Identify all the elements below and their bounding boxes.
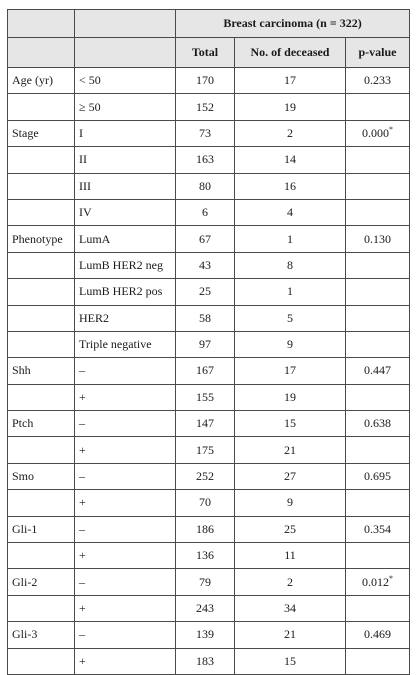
pvalue-cell bbox=[346, 411, 410, 437]
total-cell: 97 bbox=[176, 331, 235, 357]
variable-cell bbox=[8, 331, 75, 357]
variable-cell bbox=[8, 595, 75, 621]
pvalue-cell bbox=[346, 305, 410, 331]
deceased-cell: 1 bbox=[235, 226, 346, 252]
table-row bbox=[8, 595, 410, 621]
pvalue-text: 0.000 bbox=[362, 125, 389, 140]
pvalue-text: 0.012 bbox=[362, 574, 389, 589]
variable-cell: Smo bbox=[8, 463, 75, 489]
total-cell: 252 bbox=[176, 463, 235, 489]
breast-carcinoma-table bbox=[7, 9, 410, 675]
pvalue-text: 0.130 bbox=[364, 231, 391, 246]
category-cell: + bbox=[75, 595, 176, 621]
column-header-pvalue: p-value bbox=[346, 38, 410, 68]
variable-cell: Shh bbox=[8, 358, 75, 384]
pvalue-cell bbox=[346, 622, 410, 648]
deceased-cell: 5 bbox=[235, 305, 346, 331]
deceased-cell: 14 bbox=[235, 147, 346, 173]
pvalue-text: 0.469 bbox=[364, 627, 391, 642]
category-cell: III bbox=[75, 173, 176, 199]
variable-cell: Gli-3 bbox=[8, 622, 75, 648]
total-cell: 58 bbox=[176, 305, 235, 331]
table-row bbox=[8, 199, 410, 225]
total-cell: 79 bbox=[176, 569, 235, 595]
variable-cell bbox=[8, 252, 75, 278]
pvalue-cell bbox=[346, 543, 410, 569]
total-cell: 183 bbox=[176, 648, 235, 674]
category-cell: + bbox=[75, 543, 176, 569]
deceased-cell: 8 bbox=[235, 252, 346, 278]
header-row-columns bbox=[8, 38, 410, 68]
category-cell: II bbox=[75, 147, 176, 173]
total-cell: 70 bbox=[176, 490, 235, 516]
column-header-total: Total bbox=[176, 38, 235, 68]
header-blank-cell bbox=[8, 38, 75, 68]
table-row bbox=[8, 279, 410, 305]
variable-cell: Gli-1 bbox=[8, 516, 75, 542]
table-row bbox=[8, 68, 410, 94]
pvalue-cell bbox=[346, 595, 410, 621]
category-cell: LumB HER2 neg bbox=[75, 252, 176, 278]
category-cell: IV bbox=[75, 199, 176, 225]
pvalue-cell bbox=[346, 384, 410, 410]
pvalue-cell bbox=[346, 120, 410, 146]
total-cell: 186 bbox=[176, 516, 235, 542]
total-cell: 73 bbox=[176, 120, 235, 146]
deceased-cell: 15 bbox=[235, 411, 346, 437]
deceased-cell: 11 bbox=[235, 543, 346, 569]
pvalue-cell bbox=[346, 173, 410, 199]
deceased-cell: 19 bbox=[235, 384, 346, 410]
total-cell: 170 bbox=[176, 68, 235, 94]
pvalue-text: 0.638 bbox=[364, 416, 391, 431]
table-row bbox=[8, 384, 410, 410]
total-cell: 80 bbox=[176, 173, 235, 199]
category-cell: Triple negative bbox=[75, 331, 176, 357]
category-cell: LumB HER2 pos bbox=[75, 279, 176, 305]
table-row bbox=[8, 437, 410, 463]
total-cell: 152 bbox=[176, 94, 235, 120]
header-blank-cell bbox=[75, 10, 176, 38]
table-body bbox=[8, 68, 410, 675]
pvalue-cell bbox=[346, 463, 410, 489]
variable-cell bbox=[8, 94, 75, 120]
variable-cell: Stage bbox=[8, 120, 75, 146]
total-cell: 175 bbox=[176, 437, 235, 463]
variable-cell: Ptch bbox=[8, 411, 75, 437]
category-cell: – bbox=[75, 569, 176, 595]
deceased-cell: 21 bbox=[235, 622, 346, 648]
pvalue-cell bbox=[346, 94, 410, 120]
pvalue-cell bbox=[346, 68, 410, 94]
pvalue-cell bbox=[346, 252, 410, 278]
deceased-cell: 17 bbox=[235, 358, 346, 384]
category-cell: + bbox=[75, 384, 176, 410]
category-cell: ≥ 50 bbox=[75, 94, 176, 120]
pvalue-text: 0.695 bbox=[364, 469, 391, 484]
category-cell: – bbox=[75, 358, 176, 384]
category-cell: – bbox=[75, 622, 176, 648]
pvalue-cell bbox=[346, 199, 410, 225]
significance-marker: * bbox=[389, 124, 393, 134]
pvalue-cell bbox=[346, 437, 410, 463]
pvalue-cell bbox=[346, 147, 410, 173]
variable-cell bbox=[8, 384, 75, 410]
header-row-group bbox=[8, 10, 410, 38]
deceased-cell: 9 bbox=[235, 331, 346, 357]
deceased-cell: 21 bbox=[235, 437, 346, 463]
deceased-cell: 19 bbox=[235, 94, 346, 120]
pvalue-cell bbox=[346, 279, 410, 305]
category-cell: – bbox=[75, 516, 176, 542]
significance-marker: * bbox=[389, 573, 393, 583]
deceased-cell: 1 bbox=[235, 279, 346, 305]
header-blank-cell bbox=[75, 38, 176, 68]
column-header-deceased: No. of deceased bbox=[235, 38, 346, 68]
deceased-cell: 9 bbox=[235, 490, 346, 516]
table-row bbox=[8, 543, 410, 569]
variable-cell bbox=[8, 543, 75, 569]
category-cell: < 50 bbox=[75, 68, 176, 94]
variable-cell bbox=[8, 648, 75, 674]
table-row bbox=[8, 94, 410, 120]
table-row bbox=[8, 147, 410, 173]
variable-cell bbox=[8, 490, 75, 516]
table-row bbox=[8, 463, 410, 489]
table-row bbox=[8, 252, 410, 278]
category-cell: LumA bbox=[75, 226, 176, 252]
pvalue-cell bbox=[346, 490, 410, 516]
total-cell: 167 bbox=[176, 358, 235, 384]
table-row bbox=[8, 120, 410, 146]
category-cell: HER2 bbox=[75, 305, 176, 331]
table-row bbox=[8, 305, 410, 331]
pvalue-text: 0.233 bbox=[364, 73, 391, 88]
table-container bbox=[7, 9, 410, 675]
variable-cell bbox=[8, 437, 75, 463]
table-row bbox=[8, 331, 410, 357]
total-cell: 147 bbox=[176, 411, 235, 437]
table-row bbox=[8, 226, 410, 252]
category-cell: – bbox=[75, 411, 176, 437]
deceased-cell: 2 bbox=[235, 569, 346, 595]
pvalue-cell bbox=[346, 648, 410, 674]
table-row bbox=[8, 648, 410, 674]
category-cell: + bbox=[75, 648, 176, 674]
table-row bbox=[8, 358, 410, 384]
category-cell: + bbox=[75, 437, 176, 463]
table-row bbox=[8, 173, 410, 199]
variable-cell: Gli-2 bbox=[8, 569, 75, 595]
deceased-cell: 34 bbox=[235, 595, 346, 621]
total-cell: 43 bbox=[176, 252, 235, 278]
table-header bbox=[8, 10, 410, 68]
variable-cell bbox=[8, 279, 75, 305]
category-cell: – bbox=[75, 463, 176, 489]
pvalue-cell bbox=[346, 569, 410, 595]
total-cell: 67 bbox=[176, 226, 235, 252]
deceased-cell: 16 bbox=[235, 173, 346, 199]
deceased-cell: 27 bbox=[235, 463, 346, 489]
pvalue-text: 0.447 bbox=[364, 363, 391, 378]
category-cell: + bbox=[75, 490, 176, 516]
total-cell: 163 bbox=[176, 147, 235, 173]
deceased-cell: 17 bbox=[235, 68, 346, 94]
table-row bbox=[8, 411, 410, 437]
category-cell: I bbox=[75, 120, 176, 146]
variable-cell bbox=[8, 173, 75, 199]
total-cell: 155 bbox=[176, 384, 235, 410]
total-cell: 243 bbox=[176, 595, 235, 621]
deceased-cell: 15 bbox=[235, 648, 346, 674]
pvalue-cell bbox=[346, 516, 410, 542]
pvalue-cell bbox=[346, 226, 410, 252]
table-row bbox=[8, 516, 410, 542]
deceased-cell: 25 bbox=[235, 516, 346, 542]
variable-cell: Phenotype bbox=[8, 226, 75, 252]
total-cell: 25 bbox=[176, 279, 235, 305]
deceased-cell: 2 bbox=[235, 120, 346, 146]
pvalue-cell bbox=[346, 358, 410, 384]
variable-cell bbox=[8, 305, 75, 331]
pvalue-text: 0.354 bbox=[364, 521, 391, 536]
group-title: Breast carcinoma (n = 322) bbox=[176, 10, 410, 38]
variable-cell: Age (yr) bbox=[8, 68, 75, 94]
total-cell: 139 bbox=[176, 622, 235, 648]
total-cell: 6 bbox=[176, 199, 235, 225]
pvalue-cell bbox=[346, 331, 410, 357]
table-row bbox=[8, 490, 410, 516]
deceased-cell: 4 bbox=[235, 199, 346, 225]
variable-cell bbox=[8, 147, 75, 173]
variable-cell bbox=[8, 199, 75, 225]
header-blank-cell bbox=[8, 10, 75, 38]
table-row bbox=[8, 569, 410, 595]
total-cell: 136 bbox=[176, 543, 235, 569]
table-row bbox=[8, 622, 410, 648]
